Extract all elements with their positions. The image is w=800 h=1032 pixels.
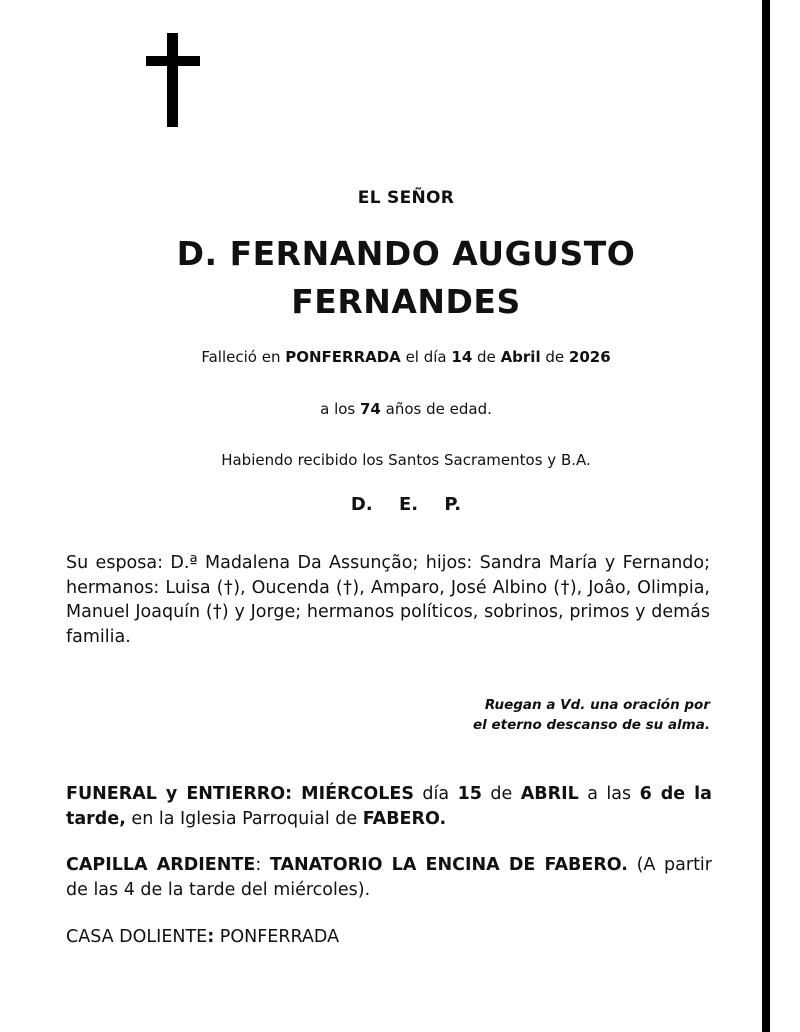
name-line-2: FERNANDES (291, 282, 521, 321)
name-line-1: D. FERNANDO AUGUSTO (176, 234, 636, 273)
death-place: PONFERRADA (285, 348, 401, 366)
dep-line: D. E. P. (350, 494, 462, 515)
death-month: Abril (500, 348, 541, 366)
chapel-info: CAPILLA ARDIENTE: TANATORIO LA ENCINA DE FABERO. (A partir de las 4 de la tarde del miércoles). (66, 855, 712, 900)
age-years: 74 (360, 400, 381, 418)
funeral-label: FUNERAL y ENTIERRO: MIÉRCOLES (66, 784, 414, 804)
sacraments-line: Habiendo recibido los Santos Sacramentos y B.A. (221, 451, 591, 469)
death-day: 14 (451, 348, 473, 366)
family-paragraph: Su esposa: D.ª Madalena Da Assunção; hijos: Sandra María y Fernando; hermanos: Luisa (†), Oucenda (†), Amparo, José Albino (†), Joâo, Olimpia, Manuel Joaquín (†) y Jorge; hermanos políticos, sobrinos, primos y demás familia. (66, 553, 710, 647)
mourning-house: CASA DOLIENTE: PONFERRADA (66, 927, 340, 947)
funeral-place: FABERO. (362, 809, 447, 829)
chapel-label: CAPILLA ARDIENTE (66, 855, 256, 875)
death-line: Falleció en PONFERRADA el día 14 de Abril de 2026 (201, 348, 611, 366)
funeral-info: FUNERAL y ENTIERRO: MIÉRCOLES día 15 de ABRIL a las 6 de la tarde, en la Iglesia Parroquial de FABERO. (66, 784, 712, 829)
page-border-right (762, 0, 770, 1032)
prayer-line-2: el eterno descanso de su alma. (473, 717, 710, 733)
prayer-request (310, 695, 710, 735)
prayer-line-1: Ruegan a Vd. una oración por (484, 697, 710, 713)
deceased-name (0, 230, 800, 326)
chapel-place: TANATORIO LA ENCINA DE FABERO. (269, 855, 628, 875)
age-line: a los 74 años de edad. (320, 400, 492, 418)
cross-icon (146, 33, 200, 127)
death-year: 2026 (568, 348, 611, 366)
title-el-senor: EL SEÑOR (357, 188, 455, 208)
